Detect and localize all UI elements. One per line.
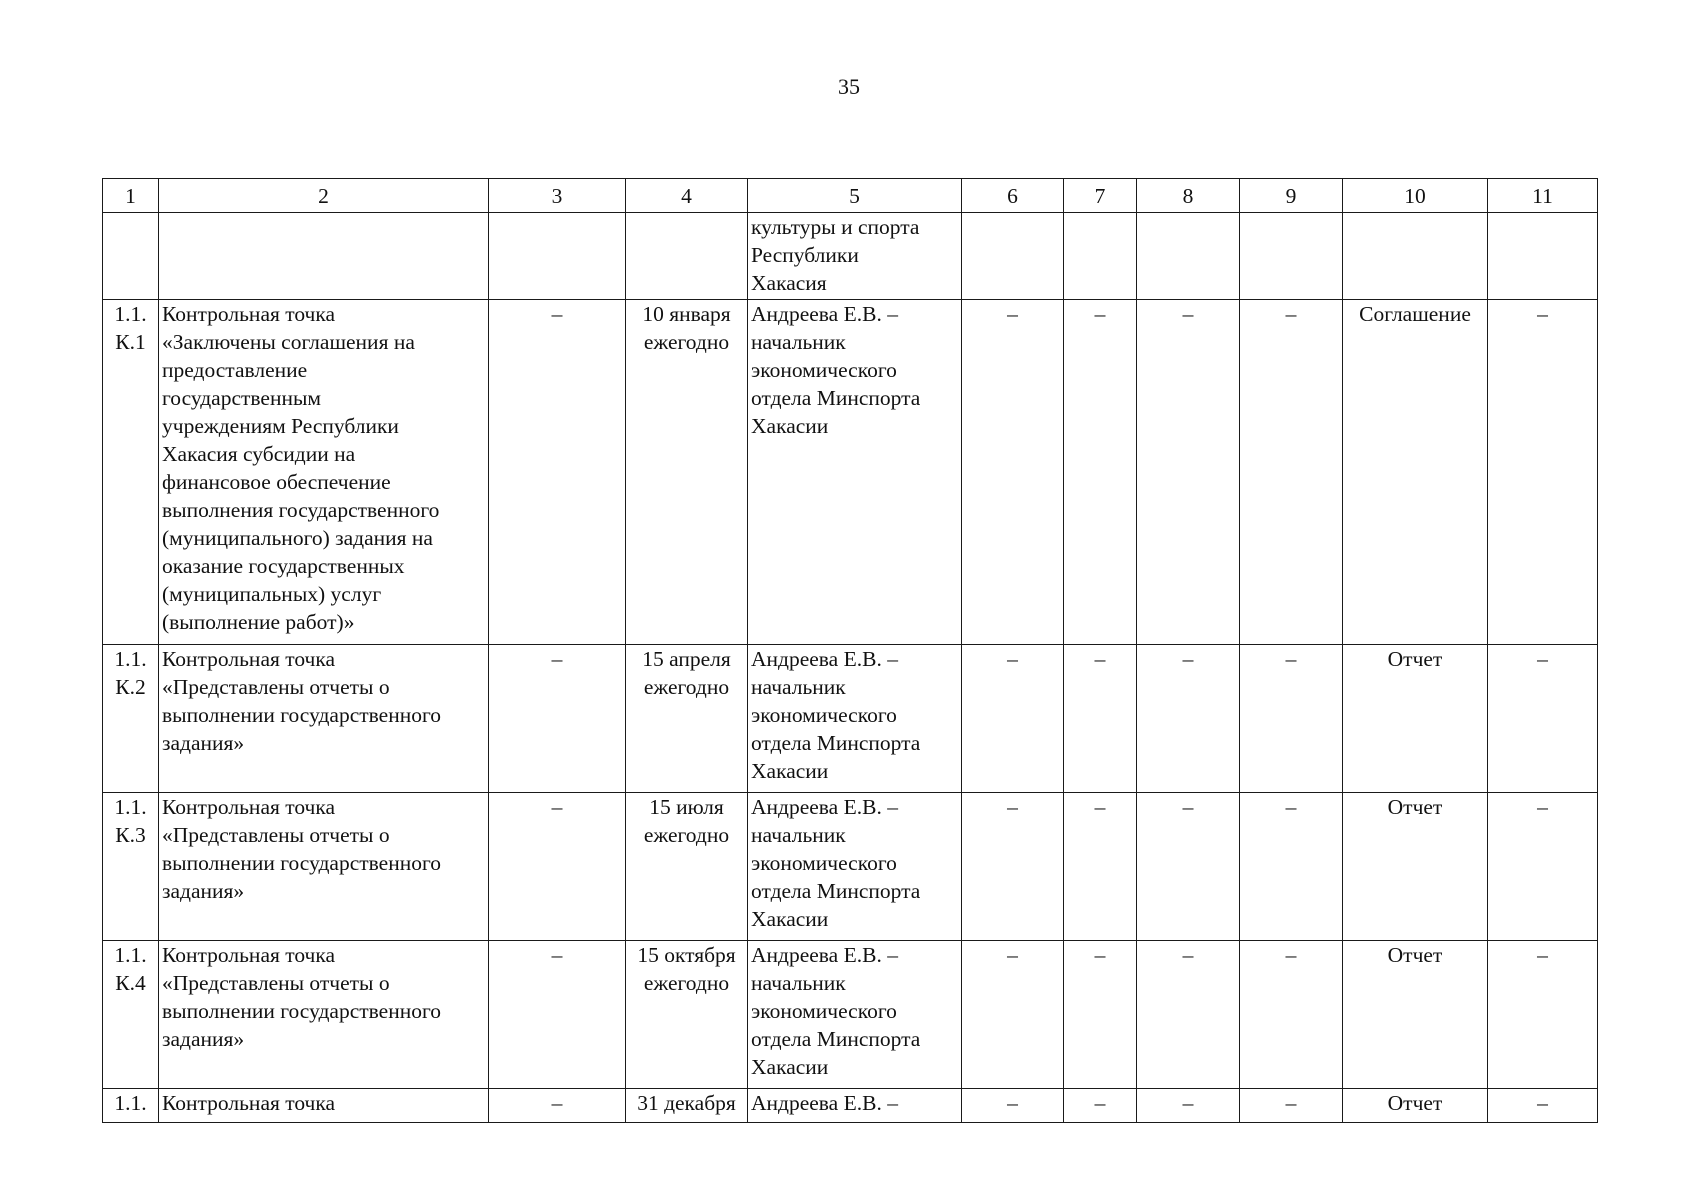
table-cell: –	[1240, 793, 1343, 941]
column-header: 8	[1137, 179, 1240, 213]
document-type: Отчет	[1343, 793, 1488, 941]
table-cell: –	[489, 300, 626, 645]
control-points-table	[102, 178, 1598, 1123]
table-row	[103, 941, 1598, 1089]
column-header: 9	[1240, 179, 1343, 213]
table-cell	[159, 213, 489, 300]
column-header: 2	[159, 179, 489, 213]
column-header: 6	[962, 179, 1064, 213]
table-cell: –	[1488, 793, 1598, 941]
due-date: 15 октября ежегодно	[637, 943, 736, 995]
table-cell	[1064, 213, 1137, 300]
table-cell	[626, 645, 748, 793]
table-cell: –	[1488, 300, 1598, 645]
table-cell	[159, 793, 489, 941]
table-cell	[103, 300, 159, 645]
table-cell: –	[1137, 1089, 1240, 1123]
table-cell: –	[1240, 300, 1343, 645]
due-date: 15 июля ежегодно	[643, 795, 730, 847]
column-header: 3	[489, 179, 626, 213]
table-cell: –	[1137, 941, 1240, 1089]
table-cell: –	[1064, 300, 1137, 645]
responsible-text: Андреева Е.В. – начальник экономического отдела Минспорта Хакасии	[751, 647, 921, 783]
table-cell	[748, 1089, 962, 1123]
table-cell	[159, 300, 489, 645]
column-header: 11	[1488, 179, 1598, 213]
table-cell: –	[1488, 1089, 1598, 1123]
table-row	[103, 300, 1598, 645]
header-row	[103, 179, 1598, 213]
table-cell	[159, 1089, 489, 1123]
table-cell	[626, 941, 748, 1089]
table-cell	[103, 213, 159, 300]
row-number: 1.1. К.2	[114, 647, 147, 699]
table-row-continuation	[103, 213, 1598, 300]
table-cell: –	[489, 645, 626, 793]
table-cell: –	[962, 1089, 1064, 1123]
table-cell	[1488, 213, 1598, 300]
control-point-name: Контрольная точка «Представлены отчеты о выполнении государственного задания»	[162, 943, 441, 1051]
control-point-name: Контрольная точка «Представлены отчеты о выполнении государственного задания»	[162, 647, 441, 755]
table-cell	[748, 941, 962, 1089]
table-cell: –	[1488, 941, 1598, 1089]
document-type: Отчет	[1343, 941, 1488, 1089]
control-point-name: Контрольная точка	[162, 1091, 336, 1115]
row-number: 1.1.	[114, 1091, 147, 1115]
table-cell: –	[1137, 645, 1240, 793]
table-cell: –	[1064, 645, 1137, 793]
table-cell	[748, 213, 962, 300]
due-date: 15 апреля ежегодно	[642, 647, 731, 699]
table-cell: –	[489, 1089, 626, 1123]
table-cell	[103, 1089, 159, 1123]
table-cell: –	[962, 300, 1064, 645]
column-header: 1	[103, 179, 159, 213]
table-cell: –	[1240, 1089, 1343, 1123]
responsible-text: Андреева Е.В. –	[751, 1091, 898, 1115]
table-cell	[1137, 213, 1240, 300]
table-cell: –	[962, 793, 1064, 941]
table-cell: –	[962, 941, 1064, 1089]
document-type: Соглашение	[1343, 300, 1488, 645]
table-cell	[159, 645, 489, 793]
table-row	[103, 645, 1598, 793]
table-cell	[103, 793, 159, 941]
table-row	[103, 1089, 1598, 1123]
table-cell: –	[1240, 645, 1343, 793]
table-cell: –	[489, 793, 626, 941]
table-cell: –	[1137, 300, 1240, 645]
table-cell	[626, 1089, 748, 1123]
table-cell	[626, 213, 748, 300]
row-number: 1.1. К.3	[114, 795, 147, 847]
column-header: 10	[1343, 179, 1488, 213]
table-cell	[626, 300, 748, 645]
table-cell: –	[1064, 941, 1137, 1089]
column-header: 5	[748, 179, 962, 213]
column-header: 7	[1064, 179, 1137, 213]
table-cell	[1343, 213, 1488, 300]
responsible-text: Андреева Е.В. – начальник экономического отдела Минспорта Хакасии	[751, 943, 921, 1079]
table-cell	[159, 941, 489, 1089]
row-number: 1.1. К.1	[114, 302, 147, 354]
table-cell	[103, 941, 159, 1089]
due-date: 31 декабря	[637, 1091, 736, 1115]
control-point-name: Контрольная точка «Представлены отчеты о выполнении государственного задания»	[162, 795, 441, 903]
table-row	[103, 793, 1598, 941]
document-type: Отчет	[1343, 1089, 1488, 1123]
responsible-text: культуры и спорта Республики Хакасия	[751, 215, 920, 295]
table-cell	[748, 793, 962, 941]
due-date: 10 января ежегодно	[642, 302, 731, 354]
table-cell	[748, 300, 962, 645]
table-cell	[626, 793, 748, 941]
table-cell	[962, 213, 1064, 300]
table-cell	[489, 213, 626, 300]
responsible-text: Андреева Е.В. – начальник экономического отдела Минспорта Хакасии	[751, 795, 921, 931]
page-number: 35	[838, 74, 860, 99]
table-cell: –	[962, 645, 1064, 793]
table-cell	[748, 645, 962, 793]
table-cell: –	[489, 941, 626, 1089]
table-cell: –	[1137, 793, 1240, 941]
table-cell: –	[1064, 793, 1137, 941]
row-number: 1.1. К.4	[114, 943, 147, 995]
table-cell: –	[1064, 1089, 1137, 1123]
column-header: 4	[626, 179, 748, 213]
document-type: Отчет	[1343, 645, 1488, 793]
table-cell: –	[1240, 941, 1343, 1089]
table-cell	[103, 645, 159, 793]
control-point-name: Контрольная точка «Заключены соглашения на предоставление государственным учреждениям Республики Хакасия субсидии на финансовое обеспечение выполнения государственного (муниципального) задания на оказание государственных (муниципальных) услуг (выполнение работ)»	[162, 302, 440, 634]
responsible-text: Андреева Е.В. – начальник экономического отдела Минспорта Хакасии	[751, 302, 921, 438]
table-cell	[1240, 213, 1343, 300]
table-cell: –	[1488, 645, 1598, 793]
